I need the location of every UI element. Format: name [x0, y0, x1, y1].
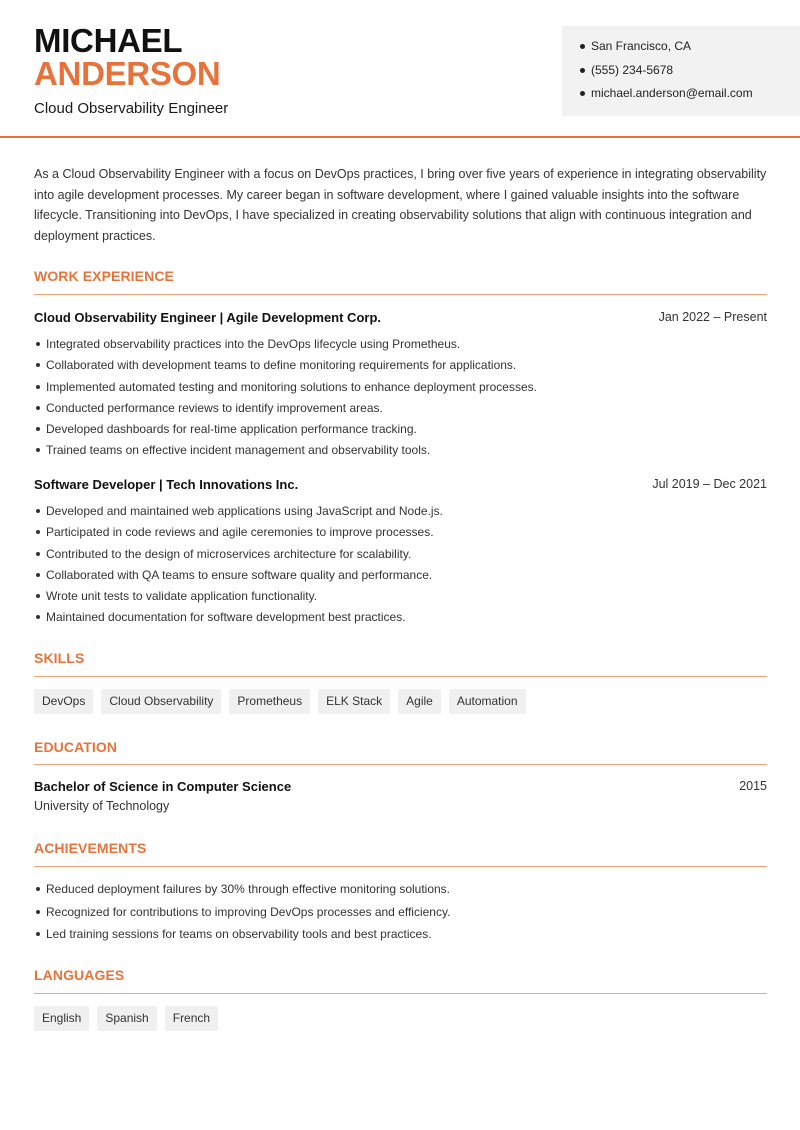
- list-item: Maintained documentation for software development best practices.: [34, 609, 767, 630]
- job-dates: Jul 2019 – Dec 2021: [652, 477, 767, 491]
- bullet-icon: [36, 406, 40, 410]
- bullet-icon: [580, 68, 585, 73]
- location-text: San Francisco, CA: [591, 39, 692, 53]
- language-tag: Spanish: [97, 1006, 156, 1031]
- section-divider: [34, 294, 767, 295]
- education-degree: Bachelor of Science in Computer Science: [34, 779, 292, 794]
- bullet-icon: [580, 44, 585, 49]
- list-item: Participated in code reviews and agile ceremonies to improve processes.: [34, 524, 767, 545]
- bullet-icon: [36, 615, 40, 619]
- list-item: Led training sessions for teams on observability tools and best practices.: [34, 926, 767, 949]
- email-text[interactable]: michael.anderson@email.com: [591, 86, 753, 100]
- section-title-work: WORK EXPERIENCE: [34, 268, 174, 284]
- job-role: Software Developer | Tech Innovations Inc.: [34, 477, 299, 492]
- section-divider: [34, 993, 767, 994]
- first-name: MICHAEL: [34, 22, 183, 59]
- language-tag: English: [34, 1006, 89, 1031]
- phone-text: (555) 234-5678: [591, 62, 674, 77]
- list-item: Collaborated with development teams to define monitoring requirements for applications.: [34, 357, 767, 378]
- bullet-icon: [580, 91, 585, 96]
- list-item: Reduced deployment failures by 30% through effective monitoring solutions.: [34, 881, 767, 904]
- languages-tags: [34, 1006, 218, 1031]
- list-item: Developed dashboards for real-time application performance tracking.: [34, 421, 767, 442]
- skills-tags: [34, 689, 526, 714]
- resume-header: [0, 0, 800, 138]
- contact-box: [562, 26, 800, 116]
- list-item: Wrote unit tests to validate application functionality.: [34, 588, 767, 609]
- job-dates: Jan 2022 – Present: [658, 310, 767, 324]
- skill-tag: Automation: [449, 689, 526, 714]
- profile-summary: As a Cloud Observability Engineer with a focus on DevOps practices, I bring over five years of experience in integrating observability into agile development processes. My career began in software development, where I gained valuable insights into the software lifecycle. Transitioning into DevOps, I have specialized in creating observability solutions that align with continuous integration and deployment practices.: [34, 167, 767, 243]
- section-title-languages: LANGUAGES: [34, 967, 125, 983]
- bullet-icon: [36, 363, 40, 367]
- education-school: University of Technology: [34, 799, 170, 813]
- contact-location: [580, 38, 800, 62]
- list-item: Implemented automated testing and monitoring solutions to enhance deployment processes.: [34, 379, 767, 400]
- list-item: Contributed to the design of microservices architecture for scalability.: [34, 546, 767, 567]
- bullet-icon: [36, 887, 40, 891]
- job-role: Cloud Observability Engineer | Agile Development Corp.: [34, 310, 381, 325]
- job-bullets: [34, 336, 767, 464]
- section-divider: [34, 676, 767, 677]
- bullet-icon: [36, 427, 40, 431]
- bullet-icon: [36, 448, 40, 452]
- bullet-icon: [36, 530, 40, 534]
- list-item: Developed and maintained web applications using JavaScript and Node.js.: [34, 503, 767, 524]
- section-title-education: EDUCATION: [34, 739, 118, 755]
- education-year: 2015: [739, 779, 767, 793]
- section-title-achievements: ACHIEVEMENTS: [34, 840, 147, 856]
- section-title-skills: SKILLS: [34, 650, 85, 666]
- skill-tag: Agile: [398, 689, 441, 714]
- skill-tag: DevOps: [34, 689, 93, 714]
- bullet-icon: [36, 594, 40, 598]
- section-divider: [34, 866, 767, 867]
- skill-tag: Prometheus: [229, 689, 310, 714]
- skill-tag: Cloud Observability: [101, 689, 221, 714]
- language-tag: French: [165, 1006, 218, 1031]
- section-divider: [34, 764, 767, 765]
- contact-email[interactable]: [580, 85, 800, 109]
- job-header: [34, 477, 767, 492]
- bullet-icon: [36, 573, 40, 577]
- list-item: Collaborated with QA teams to ensure software quality and performance.: [34, 567, 767, 588]
- contact-phone: [580, 62, 800, 86]
- list-item: Recognized for contributions to improving DevOps processes and efficiency.: [34, 904, 767, 927]
- job-bullets: [34, 503, 767, 631]
- list-item: Trained teams on effective incident management and observability tools.: [34, 442, 767, 463]
- bullet-icon: [36, 509, 40, 513]
- bullet-icon: [36, 552, 40, 556]
- list-item: Conducted performance reviews to identify improvement areas.: [34, 400, 767, 421]
- last-name: ANDERSON: [34, 55, 221, 92]
- achievements-list: [34, 881, 767, 949]
- bullet-icon: [36, 342, 40, 346]
- list-item: Integrated observability practices into the DevOps lifecycle using Prometheus.: [34, 336, 767, 357]
- bullet-icon: [36, 932, 40, 936]
- job-header: [34, 310, 767, 325]
- bullet-icon: [36, 385, 40, 389]
- job-title: Cloud Observability Engineer: [34, 100, 229, 117]
- bullet-icon: [36, 910, 40, 914]
- skill-tag: ELK Stack: [318, 689, 390, 714]
